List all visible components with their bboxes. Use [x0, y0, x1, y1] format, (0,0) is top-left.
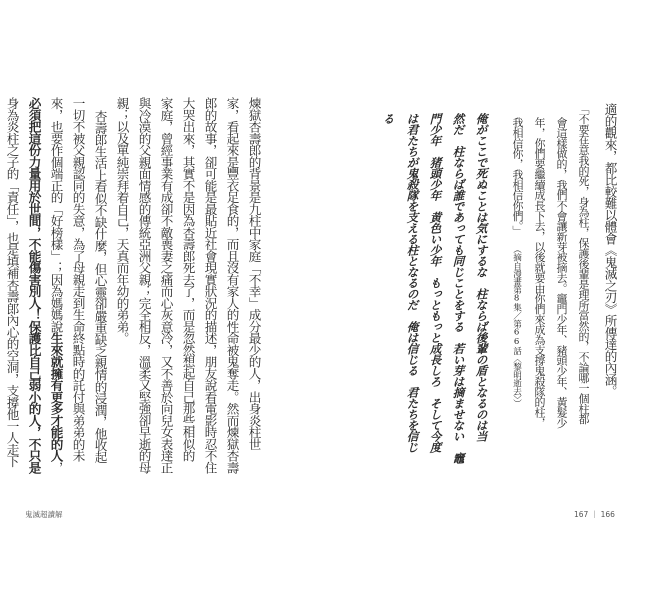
- footer-book-title: 鬼滅超讀解: [25, 510, 63, 519]
- para1-col-6: [137, 97, 150, 473]
- quote-col-3: 年，你們要繼續成長下去，以後就要由你們來成為支撐鬼殺隊的柱，: [533, 117, 546, 428]
- para2-col-4: 必須把這份力量用於世間，不能傷害別人！保護比自己弱小的人，不只是: [26, 97, 42, 473]
- para1-col-5: 家庭，曾經事業有成卻不敵喪妻之痛而心灰意冷，又不善於向兒女表達正: [158, 97, 174, 473]
- para2-col-5: 身為炎柱之子的「責任」，也是填補杏壽郎內心的空洞，支撐他一人走下: [4, 97, 20, 467]
- footer-page-numbers: 167 ｜ 166: [574, 510, 615, 519]
- quote-col-2: 會這樣做的，我們不會讓新芽被摘去。竈門少年、豬頭少年、黃髮少: [555, 117, 568, 428]
- para1-col-1: 煉獄杏壽郎的背景是九柱中家庭「不幸」成分最少的人，出身炎柱世: [246, 97, 262, 450]
- para1-col-2: 家，看起來是豐衣足食的，而且沒有家人的性命被鬼奪走。然而煉獄杏壽: [224, 97, 240, 473]
- japanese-col-4: は君たちが鬼殺隊を支える柱となるのだ 俺は信じる 君たちを信じ: [405, 112, 420, 453]
- para1-col-6-body: 面情感的傳統亞洲父親；完全相反，溫柔又堅強卻早逝的母: [136, 167, 152, 473]
- japanese-col-5: る: [381, 112, 396, 125]
- japanese-col-2: 然だ 柱ならば誰であっても同じことをする 若い芽は摘ませない 竈: [451, 112, 466, 464]
- quote-source: （摘自漫畫第8集／第66話〈黎明逝去〉）: [511, 245, 522, 407]
- para1-col-6-lead: 與冷漠的父親: [136, 97, 152, 168]
- japanese-col-3: 門少年 猪頭少年 黄色い少年 もっともっと成長しろ そして今度: [428, 112, 443, 453]
- para2-col-3: 來，也要作個端正的「好榜樣」；因為媽媽說生來就擁有更多才能的人，: [48, 97, 64, 473]
- para1-col-7: 親；以及單純崇拜着自己，天真而年幼的弟弟。: [114, 97, 130, 344]
- para1-col-4: 大哭出來，其實不是因為杏壽郎死去了，而是忽然想起自己那些相似的: [180, 97, 196, 462]
- emphasis-1: 生來就擁有更多才能的人: [48, 332, 64, 462]
- right-intro-col-1: 適的觀來，都比較難以體會《鬼滅之刃》所傳達的內涵。: [602, 103, 618, 397]
- para1-col-3: 郎的故事，卻可能是最貼近社會現實狀況的描述，朋友說看電影時忍不住: [202, 97, 218, 473]
- quote-col-4: 我相信你，我相信你們。」: [511, 117, 524, 236]
- para2-col-1: 杏壽郎生活上看似不缺什麼，但心靈卻嚴重缺乏親情的浸潤，他收起: [92, 110, 108, 463]
- quote-col-1: 「不要在意我的死，身為柱，保護後輩是理所當然的，不論哪一個柱都: [577, 103, 590, 424]
- para2-col-2: 一切不被父親認同的失意，為了母親走到生命終點時的託付與弟弟的未: [70, 97, 86, 462]
- japanese-col-1: 俺がここで死ぬことは気にするな 柱ならば後輩の盾となるのは当: [474, 112, 489, 442]
